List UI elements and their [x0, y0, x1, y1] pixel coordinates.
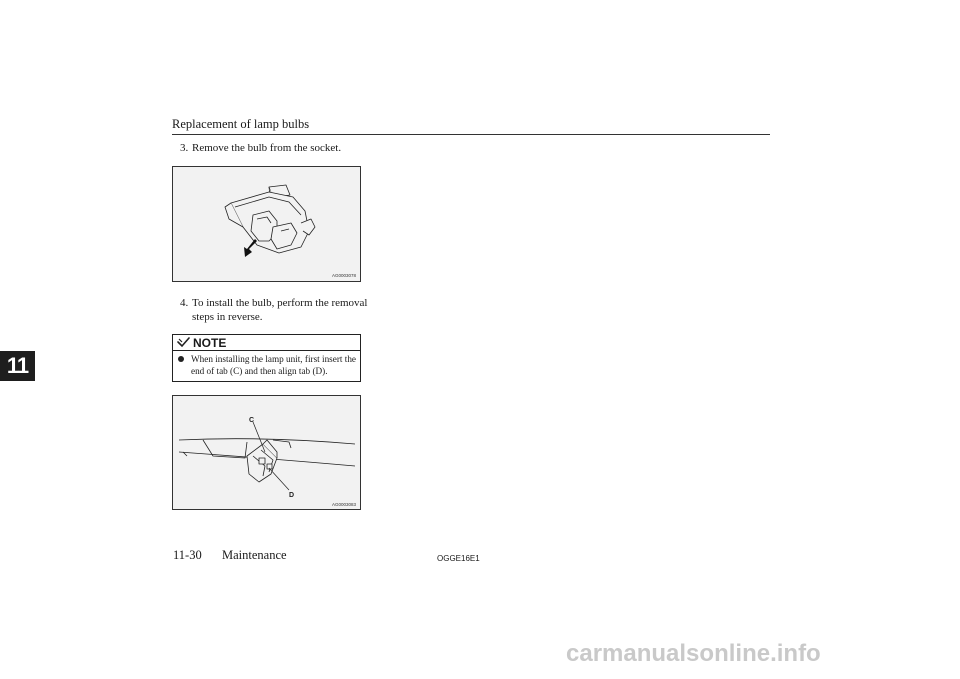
footer-section-title: Maintenance [222, 548, 287, 562]
note-hand-icon [177, 336, 191, 348]
step-4 [180, 296, 370, 324]
step-3-text: Remove the bulb from the socket. [192, 142, 342, 154]
chapter-tab-marker: 11 [0, 351, 35, 381]
note-header [173, 335, 360, 351]
note-box [172, 334, 361, 382]
watermark-text: carmanualsonline.info [566, 640, 821, 667]
note-body [173, 351, 360, 377]
step-3-number: 3. [180, 142, 189, 154]
bulb-removal-figure [172, 166, 361, 282]
lamp-unit-tabs-figure [172, 395, 361, 510]
step-3 [180, 141, 370, 155]
step-4-text-line2: steps in reverse. [192, 311, 263, 323]
header-divider [172, 134, 770, 135]
figure-2-code: AG0003083 [331, 502, 356, 507]
step-4-number: 4. [180, 297, 189, 309]
bulb-socket-illustration [173, 167, 360, 281]
note-text: When installing the lamp unit, first insert the end of tab (C) and then align tab (D). [191, 354, 356, 376]
tab-c-label: C [249, 417, 255, 424]
note-label: NOTE [193, 336, 227, 350]
document-code: OGGE16E1 [437, 554, 480, 563]
page-number: 11-30 [173, 548, 202, 562]
page-header-title: Replacement of lamp bulbs [172, 117, 310, 131]
lamp-unit-illustration [173, 396, 360, 509]
figure-1-code: AG0003078 [331, 273, 356, 278]
step-4-text-line1: To install the bulb, perform the removal [192, 297, 368, 309]
tab-d-label: D [289, 492, 295, 499]
bullet-icon [178, 356, 184, 362]
